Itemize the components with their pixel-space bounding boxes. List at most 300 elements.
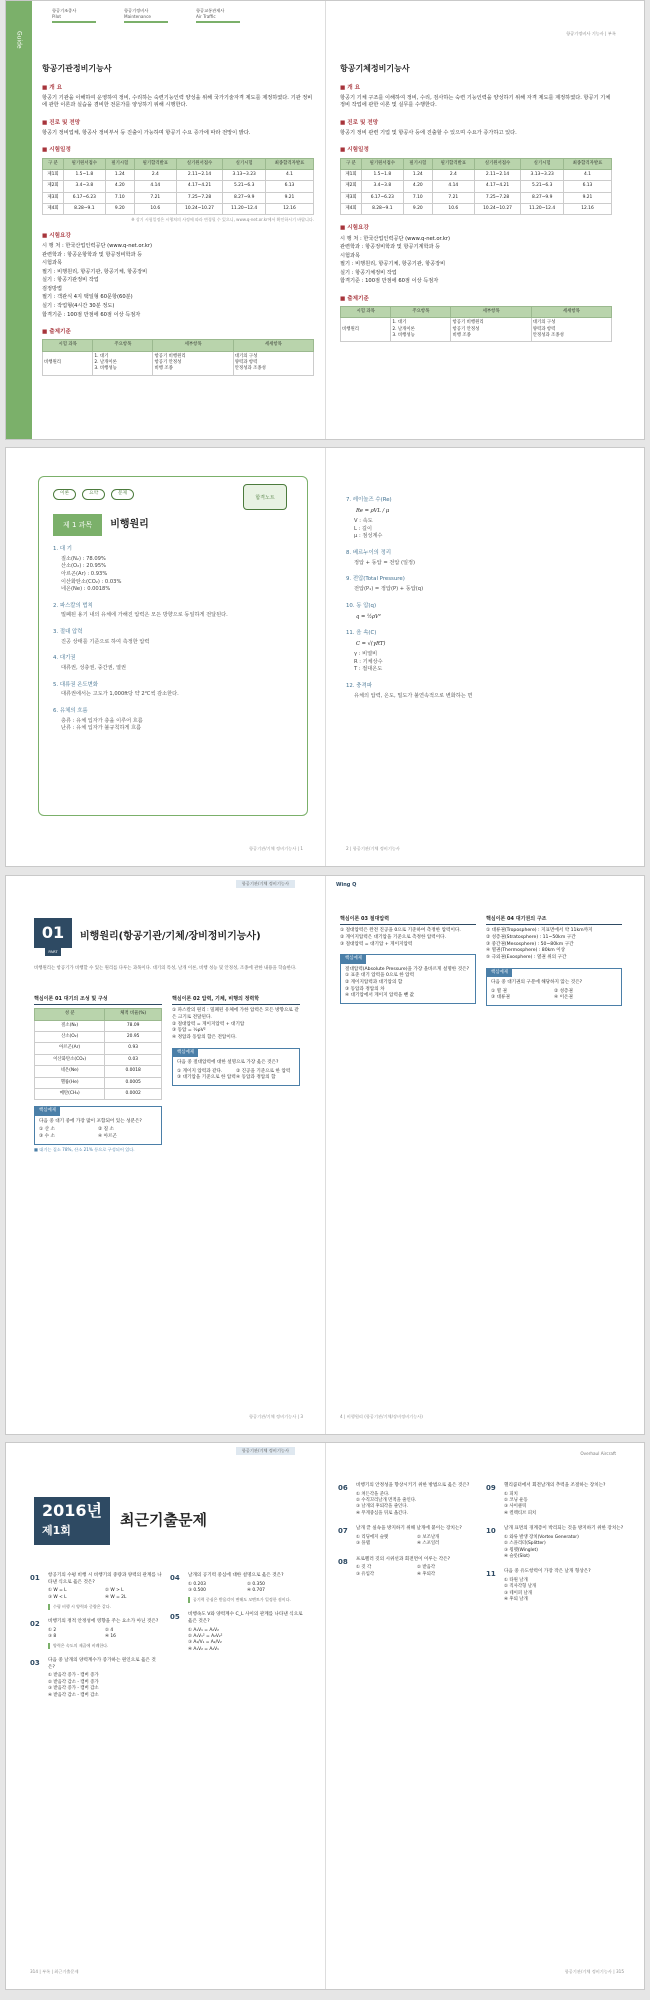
question-text: 비행기의 정적 안정성에 영향을 주는 요소가 아닌 것은?	[48, 1618, 159, 1624]
item-line: 아르곤(Ar) : 0.93%	[61, 570, 108, 577]
table-cell: 9.21	[265, 192, 313, 203]
question-text: 다음 중 유도항력이 가장 작은 날개 형상은?	[504, 1569, 591, 1575]
option: ① 2	[48, 1627, 57, 1633]
section-heading: ■ 개 요	[42, 84, 314, 92]
table-cell: 6.13	[563, 181, 611, 192]
criteria-section	[42, 328, 314, 376]
item-heading: 6. 유체의 흐름	[53, 708, 88, 715]
option: ④ 후퇴각	[417, 1571, 436, 1577]
question-text: 날개 끝 실속을 방지하기 위해 날개에 붙이는 장치는?	[356, 1526, 462, 1532]
schedule-note: ※ 상기 시험일정은 시행처의 사정에 따라 변경될 수 있으니, www.q-net.or.kr에서 확인하시기 바랍니다.	[131, 217, 314, 223]
table-cell: 이산화탄소(CO₂)	[35, 1054, 105, 1065]
column-header: 필기시험	[403, 158, 432, 169]
table-cell: 7.10	[403, 192, 432, 203]
table-cell: 4.1	[563, 169, 611, 180]
list-item: 관련학과 : 항공정비학과 및 항공기계학과 등	[340, 244, 441, 251]
question-text: 헬리콥터에서 회전날개의 추력을 조절하는 장치는?	[504, 1483, 606, 1488]
table-cell: 2.4	[432, 169, 474, 180]
table-cell: 대기의 구성 양력과 항력 안정성과 조종성	[233, 351, 313, 375]
question-number: 10	[486, 1527, 496, 1536]
table-cell: 1.5~1.8	[63, 169, 105, 180]
table-body	[43, 169, 314, 215]
option: ④ A₁V₂ = A₂V₁	[188, 1646, 219, 1652]
criteria-section	[340, 295, 612, 343]
table-cell: 2.11~2.14	[474, 169, 521, 180]
table-cell: 20.95	[105, 1032, 162, 1043]
exam-header	[34, 1497, 207, 1545]
list-item: 시험과목	[42, 260, 63, 267]
chapter-label: 제 1 과목	[53, 514, 102, 536]
column-header: 성 분	[35, 1009, 105, 1020]
page-left-guide	[6, 1, 326, 439]
question-text: 다음 중 절대압력에 대한 설명으로 가장 옳은 것은?	[177, 1059, 279, 1065]
tab-row	[52, 1, 240, 23]
exam-question	[486, 1483, 626, 1517]
spread-core-theory	[5, 875, 645, 1435]
list-item: ① 표준 대기 압력을 0으로 한 압력	[345, 973, 415, 979]
list-item: ④ 이온권	[554, 995, 573, 1001]
list-item: ④ 정압과 동압의 합은 전압이다.	[172, 1034, 237, 1040]
example-question-box	[486, 968, 622, 1006]
list-item: ② 성층권(Stratosphere) : 11~50km 구간	[486, 934, 576, 940]
career-section	[340, 119, 612, 138]
column-header: 체적 비율(%)	[105, 1009, 162, 1020]
exam-title: 최근기출문제	[120, 1511, 207, 1530]
list-item: ③ 대기압을 기준으로 한 압력	[177, 1075, 236, 1081]
question-column	[30, 1573, 162, 1708]
option-list	[356, 1492, 478, 1518]
theory-list	[486, 928, 622, 961]
column-header: 실기원서접수	[176, 158, 223, 169]
table-cell: 3.13~3.23	[521, 169, 564, 180]
table-header-row	[35, 1009, 162, 1020]
career-section	[42, 119, 314, 138]
section-heading: ■ 출제기준	[340, 295, 612, 303]
tab-pilot: 항공기조종사 Pilot	[52, 8, 96, 23]
question-text: 날개 표면의 경계층이 박리되는 것을 방지하기 위한 장치는?	[504, 1526, 624, 1532]
exam-question	[30, 1658, 162, 1699]
table-cell: 10.6	[432, 204, 474, 215]
option-list	[504, 1492, 626, 1518]
table-cell: 1.5~1.8	[361, 169, 403, 180]
list-item: ① 절대압력은 완전 진공을 0으로 기준하여 측정한 압력이다.	[340, 928, 461, 934]
item-line: 정압 + 동압 = 전압 (일정)	[354, 559, 416, 566]
exam-question	[338, 1526, 478, 1547]
table-cell: 8.27~9.9	[521, 192, 564, 203]
table-row	[43, 204, 314, 215]
table-cell: 9.21	[563, 192, 611, 203]
question-number: 04	[170, 1574, 180, 1582]
list-item: ③ 대류권	[491, 995, 510, 1001]
table-row	[35, 1032, 162, 1043]
guide-content-left	[42, 63, 314, 376]
list-item: 실기 : 항공기관정비 작업	[42, 277, 99, 284]
table-cell: 0.0018	[105, 1066, 162, 1077]
chapter-header	[53, 514, 293, 536]
page-right-exam	[326, 1443, 645, 1989]
summary-item	[53, 603, 293, 620]
section-heading: ■ 개 요	[340, 84, 612, 92]
table-row	[35, 1088, 162, 1099]
table-cell: 5.21~6.3	[521, 181, 564, 192]
column-header: 최종합격자발표	[563, 158, 611, 169]
list-item: ③ 중간권(Mesosphere) : 50~80km 구간	[486, 941, 574, 947]
item-heading: 2. 파스칼의 법칙	[53, 602, 93, 609]
table-cell: 8.28~9.1	[63, 204, 105, 215]
option: ④ W = 2L	[105, 1594, 127, 1600]
option-list	[177, 1069, 295, 1082]
table-cell: 9.20	[105, 204, 134, 215]
table-row	[43, 351, 314, 375]
section-heading: 핵심이론 01 대기의 조성 및 구성	[34, 996, 162, 1005]
table-row	[35, 1077, 162, 1088]
section-text: 항공기 기체 구조를 이해하여 정비, 수리, 검사하는 숙련 기능인력을 양성하기 위해 자격 제도를 제정하였다. 항공기 기체 정비 작업에 관한 이론 및 실무를 수행한다.	[340, 94, 611, 109]
item-line: R : 기체상수	[354, 658, 383, 665]
item-heading: 3. 절대 압력	[53, 628, 83, 635]
item-line: 질소(N₂) : 78.09%	[61, 555, 106, 562]
item-formula: q = ½ρV²	[356, 613, 381, 620]
summary-item	[346, 683, 616, 700]
table-cell: 0.93	[105, 1043, 162, 1054]
option: ③ 테이퍼 날개	[504, 1590, 532, 1596]
table-cell: 4.20	[403, 181, 432, 192]
table-cell: 제1회	[43, 169, 64, 180]
example-body	[35, 1116, 161, 1144]
option: ① 쳐든각을 준다.	[356, 1491, 390, 1497]
page-footer: 2 | 항공기관/기체 정비기능사	[346, 845, 400, 851]
chapter-header	[34, 918, 261, 956]
explanation: 수평 비행 시 양력과 중량은 같다.	[48, 1604, 162, 1610]
table-cell: 7.21	[134, 192, 176, 203]
table-cell: 0.0005	[105, 1077, 162, 1088]
option: ① 와류 발생 장치(Vortex Generator)	[504, 1534, 579, 1540]
table-body	[341, 169, 612, 215]
list-item: 관련학과 : 항공운항학과 및 항공정비학과 등	[42, 251, 143, 258]
list-item: ③ 동압 = ½ρV²	[172, 1028, 206, 1034]
option: ③ A₁/V₁ = A₂/V₂	[188, 1640, 222, 1646]
option: ② 받음각	[417, 1565, 436, 1571]
page-footer: 314 | 부록 | 최근기출문제	[30, 1968, 79, 1974]
theory-list	[340, 928, 476, 948]
option: ② 0.350	[247, 1581, 265, 1587]
example-question-box	[340, 954, 476, 1004]
option-list	[356, 1535, 478, 1548]
table-header-row	[43, 340, 314, 351]
table-cell: 제2회	[341, 181, 362, 192]
list-item: ② 게이지압력과 대기압의 합	[345, 979, 403, 985]
item-heading: 7. 레이놀즈 수(Re)	[346, 497, 392, 503]
list-item: ② 절대압력 = 게이지압력 + 대기압	[172, 1021, 245, 1027]
page-right-theory	[326, 876, 645, 1434]
year-box	[34, 1497, 110, 1545]
table-cell: 1.24	[105, 169, 134, 180]
question-number: 02	[30, 1619, 40, 1628]
table-cell: 아르곤(Ar)	[35, 1043, 105, 1054]
column-header: 실기시험	[223, 158, 266, 169]
exam-question	[338, 1557, 478, 1578]
table-row	[341, 192, 612, 203]
option: ④ 슬롯(Slot)	[504, 1553, 530, 1559]
table-cell: 1. 대기 2. 날개이론 3. 비행성능	[391, 318, 451, 342]
column-header: 필기원서접수	[63, 158, 105, 169]
table-cell: 7.10	[105, 192, 134, 203]
table-cell: 8.27~9.9	[223, 192, 266, 203]
option-list	[504, 1535, 626, 1561]
tab-maintenance: 항공기정비사 Maintenance	[124, 8, 168, 23]
table-cell: 5.21~6.3	[223, 181, 266, 192]
column-header: 시험 과목	[341, 306, 391, 317]
table-cell: 2.4	[134, 169, 176, 180]
item-line: 층류 : 유체 입자가 층을 이루어 흐름	[61, 717, 143, 724]
question-text: 절대압력(Absolute Pressure)을 가장 올바르게 설명한 것은?	[345, 966, 470, 972]
schedule-section	[42, 146, 314, 223]
table-cell: 4.17~4.21	[474, 181, 521, 192]
spread-past-exam	[5, 1442, 645, 1990]
left-column	[34, 996, 162, 1153]
criteria-table	[42, 339, 314, 376]
list-item: ④ 열권(Thermosphere) : 80km 이상	[486, 948, 566, 954]
option-list	[48, 1673, 162, 1699]
column-header: 구 분	[43, 158, 64, 169]
page-header: 항공기정비사 기능사 | 부록	[566, 31, 616, 36]
question-text: 항공기의 수평 비행 시 비행기의 중량과 양력의 관계를 나타낸 식으로 옳은 것은?	[48, 1573, 162, 1585]
item-line: 대류권에서는 고도가 1,000ft당 약 2℃씩 감소한다.	[61, 691, 179, 698]
option: ② 보조날개	[417, 1534, 440, 1540]
info-list	[42, 243, 314, 319]
option-list	[39, 1127, 157, 1140]
item-line: 난류 : 유체 입자가 불규칙하게 흐름	[61, 725, 142, 732]
list-item: ② 성층권	[554, 988, 573, 994]
chapter-number: 01	[34, 918, 72, 948]
table-cell: 7.21	[432, 192, 474, 203]
option-list	[188, 1628, 306, 1654]
item-heading: 5. 대류권 온도변화	[53, 681, 99, 688]
question-column	[486, 1483, 626, 1612]
table-row	[35, 1020, 162, 1031]
list-item: ④ 동압과 정압의 합	[236, 1075, 276, 1081]
table-body	[35, 1020, 162, 1100]
table-cell: 1.24	[403, 169, 432, 180]
answer-explanation: ■ 대기는 질소 78%, 산소 21% 등으로 구성되어 있다.	[34, 1147, 162, 1153]
question-text: 다음 중 대기권의 구분에 해당하지 않는 것은?	[491, 979, 583, 985]
option: ② W > L	[105, 1588, 124, 1594]
list-item: 합격기준 : 100점 만점에 60점 이상 득점자	[340, 278, 439, 285]
column-header: 세부항목	[451, 306, 531, 317]
right-column	[486, 916, 622, 1006]
list-item: ② 질 소	[98, 1127, 114, 1133]
table-cell: 제3회	[43, 192, 64, 203]
question-number: 07	[338, 1527, 348, 1536]
option: ① 받음각 증가 - 캠버 증가	[48, 1673, 99, 1679]
table-cell: 제2회	[43, 181, 64, 192]
exam-year: 2016년	[42, 1501, 102, 1520]
column-header: 필기시험	[105, 158, 134, 169]
example-question-box	[34, 1106, 162, 1144]
summary-item	[53, 655, 293, 672]
exam-question	[338, 1483, 478, 1517]
table-cell: 8.28~9.1	[361, 204, 403, 215]
item-line: 대류권, 성층권, 중간권, 열권	[61, 665, 127, 672]
table-cell: 제3회	[341, 192, 362, 203]
question-text: 비행기의 안정성을 향상시키기 위한 방법으로 옳은 것은?	[356, 1483, 470, 1488]
page-footer: 항공기관/기체 정비기능사 | 1	[249, 845, 303, 851]
question-number: 05	[170, 1613, 180, 1622]
option: ④ 스포일러	[417, 1541, 440, 1547]
exam-question	[170, 1573, 306, 1603]
table-cell: 산소(O₂)	[35, 1032, 105, 1043]
side-label: Guide	[15, 31, 23, 49]
table-cell: 제4회	[43, 204, 64, 215]
criteria-table	[340, 306, 612, 343]
chapter-part: PART	[45, 948, 60, 956]
exam-question	[30, 1573, 162, 1610]
page-footer: 항공기관/기체 정비기능사 | 3	[249, 1413, 303, 1419]
spread-exam-guide	[5, 0, 645, 440]
table-cell: 9.20	[403, 204, 432, 215]
table-cell: 12.16	[265, 204, 313, 215]
list-item: ⑤ 극외권(Exosphere) : 열권 위의 구간	[486, 954, 567, 960]
question-number: 08	[338, 1557, 348, 1566]
table-cell: 3.4~3.8	[63, 181, 105, 192]
table-cell: 항공기 비행원리 항공기 안정성 비행 조종	[451, 318, 531, 342]
table-row	[35, 1066, 162, 1077]
option-list	[356, 1565, 478, 1578]
side-bar	[6, 1, 32, 439]
option: ① 피치	[504, 1491, 518, 1497]
exam-round: 제1회	[42, 1524, 71, 1537]
list-item: ① 게이지 압력과 같다.	[177, 1068, 223, 1074]
list-item: ② 진공을 기준으로 한 압력	[236, 1068, 291, 1074]
table-header-row	[341, 158, 612, 169]
spread-summary-notes	[5, 447, 645, 867]
page-title: 항공기관정비기능사	[42, 64, 112, 73]
info-list	[340, 236, 612, 286]
item-line: μ : 점성계수	[354, 533, 383, 540]
item-line: 산소(O₂) : 20.95%	[61, 563, 107, 570]
table-row	[35, 1054, 162, 1065]
chapter-intro: 비행원리는 항공기가 비행할 수 있는 원리를 다루는 과목이다. 대기의 특성, 날개 이론, 비행 성능 및 안정성, 조종에 관한 내용을 학습한다.	[34, 966, 297, 971]
table-row	[35, 1043, 162, 1054]
list-item: 시험과목	[340, 252, 361, 259]
page-left-exam	[6, 1443, 326, 1989]
item-line: T : 절대온도	[354, 666, 383, 673]
option: ④ 0.707	[247, 1588, 265, 1594]
option: ④ 16	[105, 1633, 116, 1639]
table-cell: 대기의 구성 양력과 항력 안정성과 조종성	[531, 318, 611, 342]
atmosphere-table	[34, 1008, 162, 1100]
page-left-summary	[6, 448, 326, 866]
table-cell: 7.25~7.28	[176, 192, 223, 203]
table-cell: 11.20~12.4	[223, 204, 266, 215]
table-row	[341, 318, 612, 342]
column-header: 세부항목	[153, 340, 233, 351]
item-heading: 9. 전압(Total Pressure)	[346, 576, 405, 583]
table-row	[341, 204, 612, 215]
item-line: γ : 비열비	[354, 651, 378, 658]
example-body	[341, 964, 475, 1003]
table-cell: 78.09	[105, 1020, 162, 1031]
pass-note-badge: 합격노트	[243, 484, 287, 510]
item-line: L : 길이	[354, 525, 372, 532]
option: ② 받음각 감소 - 캠버 증가	[48, 1679, 99, 1685]
option-list	[491, 989, 617, 1002]
option: ③ 유입각	[356, 1571, 375, 1577]
section-heading: ■ 시험일정	[42, 146, 314, 154]
option: ③ 플랩	[356, 1541, 370, 1547]
table-cell: 6.17~6.23	[361, 192, 403, 203]
summary-item	[53, 682, 293, 699]
table-cell: 제4회	[341, 204, 362, 215]
left-column	[340, 916, 476, 1004]
summary-item	[346, 550, 616, 567]
page-footer: 4 | 비행원리 (항공기관/기체/장비정비기능사)	[340, 1413, 423, 1419]
section-text: 항공기 기관을 이해하여 운영하여 정비, 수리하는 숙련기능인력 양성을 위해 국가기술자격 제도를 제정하였다. 기관 정비에 관한 이론과 실습을 겸비한 전문가를 양성하기 위해 시행한다.	[42, 94, 313, 109]
question-column	[170, 1573, 306, 1662]
option: ④ 컬렉티브 피치	[504, 1510, 537, 1516]
option: ② A₁V₁² = A₂V₂²	[188, 1633, 223, 1639]
info-section	[340, 224, 612, 285]
option: ③ 0.500	[188, 1588, 206, 1594]
table-row	[341, 169, 612, 180]
list-item: ② 게이지압력은 대기압을 기준으로 측정한 압력이다.	[340, 934, 447, 940]
item-heading: 10. 동 압(q)	[346, 602, 377, 609]
table-cell: 12.16	[563, 204, 611, 215]
example-tag: 핵심예제	[487, 969, 512, 977]
summary-item	[53, 546, 293, 593]
pill-questions: 문제	[111, 489, 134, 500]
page-title: 항공기체정비기능사	[340, 64, 410, 73]
question-text: 다음 중 대기 중에 가장 많이 포함되어 있는 성분은?	[39, 1118, 142, 1124]
item-formula: Re = ρVL / μ	[356, 507, 390, 514]
example-tag: 핵심예제	[173, 1049, 198, 1057]
table-row	[43, 181, 314, 192]
question-text: 다음 중 날개의 양력계수가 증가하는 원인으로 옳은 것은?	[48, 1658, 156, 1670]
table-row	[341, 181, 612, 192]
question-number: 01	[30, 1574, 40, 1582]
list-item: ① 산 소	[39, 1127, 55, 1133]
question-column	[338, 1483, 478, 1587]
column-header: 필기합격발표	[134, 158, 176, 169]
list-item: ④ 대기압에서 게이지 압력을 뺀 값	[345, 993, 415, 999]
option: ② 수직꼬리날개 면적을 줄인다.	[356, 1498, 417, 1504]
summary-item	[346, 630, 616, 674]
guide-content-right	[340, 63, 612, 342]
option: ① 0.203	[188, 1581, 206, 1587]
list-item: 시 행 처 : 한국산업인력공단 (www.q-net.or.kr)	[340, 235, 451, 242]
chapter-title: 비행원리	[110, 518, 149, 530]
explanation: 공기력 중심은 받음각이 변해도 모멘트가 일정한 점이다.	[188, 1597, 306, 1603]
table-cell: 3.4~3.8	[361, 181, 403, 192]
section-text: 항공기 정비 관련 기업 및 항공사 등에 진출할 수 있으며 수요가 증가하고 있다.	[340, 129, 517, 136]
item-heading: 12. 충격파	[346, 682, 372, 689]
table-cell: 네온(Ne)	[35, 1066, 105, 1077]
summary-card	[38, 476, 308, 816]
example-tag: 핵심예제	[341, 955, 366, 963]
summary-list	[346, 488, 616, 700]
list-item: ③ 절대압력 = 대기압 + 게이지압력	[340, 941, 413, 947]
list-item: 실기 : 작업형(4시간 30분 정도)	[42, 303, 115, 310]
list-item: ① 대류권(Troposphere) : 지표면에서 약 11km까지	[486, 928, 593, 934]
table-cell: 4.17~4.21	[176, 181, 223, 192]
section-heading: ■ 진로 및 전망	[42, 119, 314, 127]
table-cell: 4.1	[265, 169, 313, 180]
summary-item	[346, 576, 616, 593]
table-cell: 1. 대기 2. 날개이론 3. 비행성능	[93, 351, 153, 375]
column-header: 실기원서접수	[474, 158, 521, 169]
table-cell: 0.03	[105, 1054, 162, 1065]
section-heading: ■ 시험요강	[340, 224, 612, 232]
question-text: 날개의 공기력 중심에 대한 설명으로 옳은 것은?	[188, 1573, 284, 1578]
